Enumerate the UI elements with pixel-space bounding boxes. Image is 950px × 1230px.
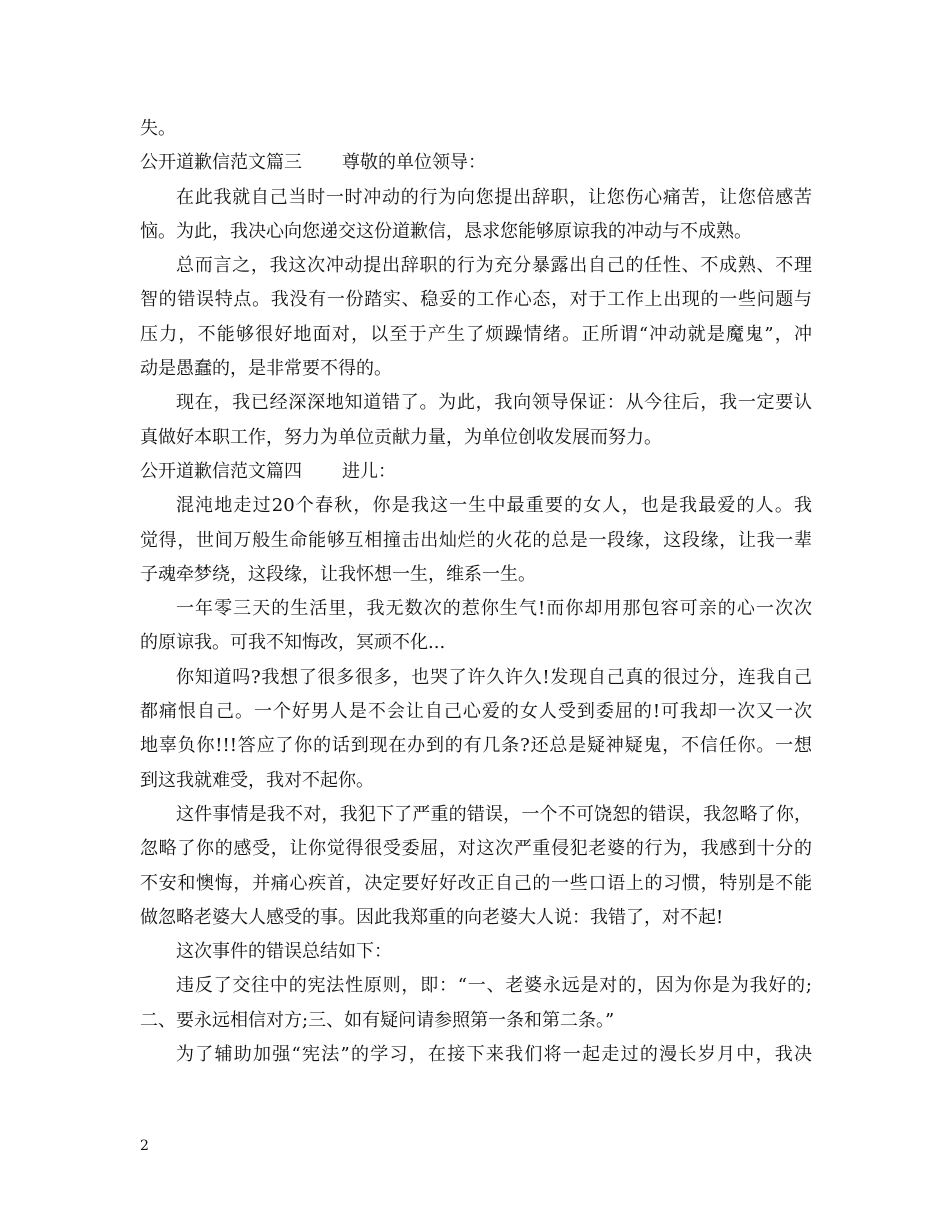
- line-text: 违反了交往中的宪法性原则，即：“一、老婆永远是对的，因为你是为我好的;: [176, 975, 812, 997]
- document-body: [140, 112, 812, 1072]
- paragraph-line: [140, 832, 812, 866]
- line-text: 动是愚蠢的，是非常要不得的。: [140, 358, 392, 380]
- paragraph-line: [140, 1038, 812, 1072]
- paragraph-line: [140, 283, 812, 317]
- paragraph-line: [140, 729, 812, 763]
- heading-gap: [302, 146, 342, 180]
- paragraph-line: [140, 524, 812, 558]
- page-number: 2: [140, 1138, 149, 1154]
- paragraph-line: [140, 969, 812, 1003]
- line-text: 混沌地走过20个春秋，你是我这一生中最重要的女人，也是我最爱的人。我: [176, 495, 812, 517]
- paragraph-line: [140, 592, 812, 626]
- paragraph-line: [140, 215, 812, 249]
- paragraph-line: [140, 935, 812, 969]
- paragraph-line: [140, 421, 812, 455]
- line-text: 在此我就自己当时一时冲动的行为向您提出辞职，让您伤心痛苦，让您倍感苦: [176, 186, 812, 208]
- heading-gap: [302, 455, 342, 489]
- paragraph-line: [140, 1004, 812, 1038]
- section-title: 公开道歉信范文篇三: [140, 152, 302, 174]
- paragraph-line: [140, 867, 812, 901]
- section-heading: [140, 455, 812, 489]
- line-text: 忽略了你的感受，让你觉得很受委屈，对这次严重侵犯老婆的行为，我感到十分的: [140, 838, 812, 860]
- section-salutation: 进儿：: [342, 460, 396, 482]
- line-text: 这件事情是我不对，我犯下了严重的错误，一个不可饶恕的错误，我忽略了你，: [176, 803, 812, 825]
- line-text: 真做好本职工作，努力为单位贡献力量，为单位创收发展而努力。: [140, 426, 662, 448]
- section-salutation: 尊敬的单位领导：: [342, 152, 486, 174]
- paragraph-line: [140, 249, 812, 283]
- paragraph-line: [140, 558, 812, 592]
- paragraph-line: [140, 661, 812, 695]
- line-text: 二、要永远相信对方;三、如有疑问请参照第一条和第二条。”: [140, 1009, 615, 1031]
- paragraph-line: [140, 112, 812, 146]
- line-text: 都痛恨自己。一个好男人是不会让自己心爱的女人受到委屈的!可我却一次又一次: [140, 701, 812, 723]
- line-text: 智的错误特点。我没有一份踏实、稳妥的工作心态，对于工作上出现的一些问题与: [140, 289, 812, 311]
- line-text: 的原谅我。可我不知悔改，冥顽不化...: [140, 632, 446, 654]
- paragraph-line: [140, 695, 812, 729]
- line-text: 总而言之，我这次冲动提出辞职的行为充分暴露出自己的任性、不成熟、不理: [176, 255, 812, 277]
- line-text: 恼。为此，我决心向您递交这份道歉信，恳求您能够原谅我的冲动与不成熟。: [140, 220, 752, 242]
- paragraph-line: [140, 798, 812, 832]
- paragraph-line: [140, 901, 812, 935]
- paragraph-line: [140, 352, 812, 386]
- paragraph-line: [140, 764, 812, 798]
- line-text: 觉得，世间万般生命能够互相撞击出灿烂的火花的总是一段缘，这段缘，让我一辈: [140, 529, 812, 551]
- line-text: 子魂牵梦绕，这段缘，让我怀想一生，维系一生。: [140, 563, 536, 585]
- paragraph-line: [140, 386, 812, 420]
- line-text: 不安和懊悔，并痛心疾首，决定要好好改正自己的一些口语上的习惯，特别是不能: [140, 872, 812, 894]
- line-text: 地辜负你!!!答应了你的话到现在办到的有几条?还总是疑神疑鬼，不信任你。一想: [140, 735, 812, 757]
- line-text: 压力，不能够很好地面对，以至于产生了烦躁情绪。正所谓“冲动就是魔鬼”，冲: [140, 323, 812, 345]
- line-text: 一年零三天的生活里，我无数次的惹你生气!而你却用那包容可亲的心一次次: [176, 598, 812, 620]
- line-text: 失。: [140, 118, 176, 139]
- line-text: 你知道吗?我想了很多很多，也哭了许久许久!发现自己真的很过分，连我自己: [176, 666, 812, 688]
- section-heading: [140, 146, 812, 180]
- line-text: 这次事件的错误总结如下：: [176, 941, 392, 963]
- line-text: 到这我就难受，我对不起你。: [140, 769, 374, 791]
- line-text: 现在，我已经深深地知道错了。为此，我向领导保证：从今往后，我一定要认: [176, 392, 812, 414]
- section-title: 公开道歉信范文篇四: [140, 460, 302, 482]
- line-text: 为了辅助加强“宪法”的学习，在接下来我们将一起走过的漫长岁月中，我决: [176, 1044, 812, 1066]
- paragraph-line: [140, 626, 812, 660]
- paragraph-line: [140, 318, 812, 352]
- line-text: 做忽略老婆大人感受的事。因此我郑重的向老婆大人说：我错了，对不起!: [140, 906, 724, 928]
- paragraph-line: [140, 489, 812, 523]
- paragraph-line: [140, 181, 812, 215]
